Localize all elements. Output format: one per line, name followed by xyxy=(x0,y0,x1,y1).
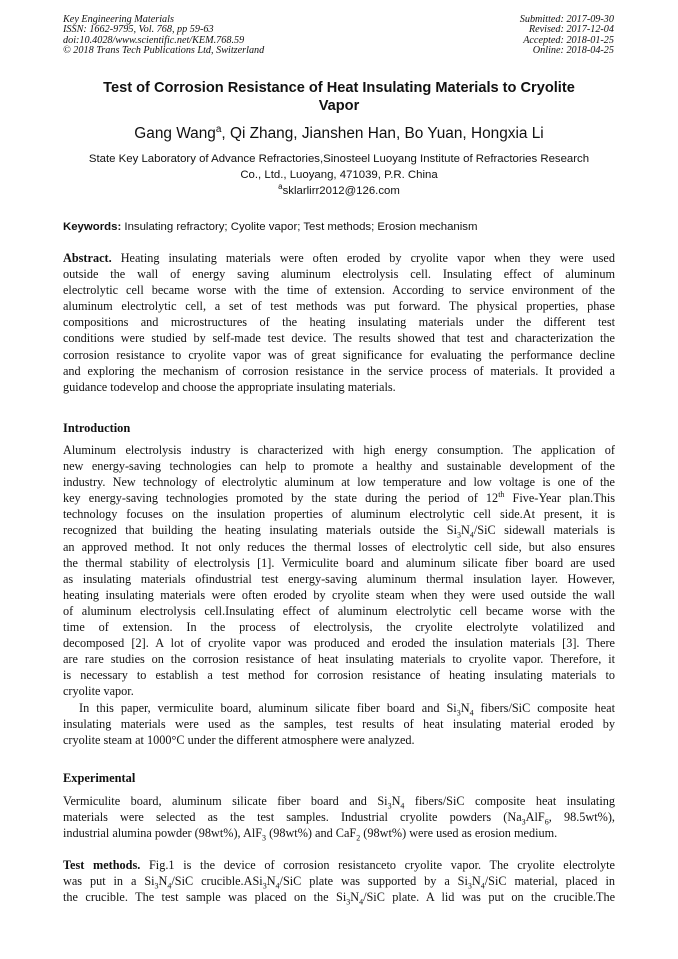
subscript: 4 xyxy=(400,801,405,811)
tm-text: /SiC plate. A lid was put on the crucible.The xyxy=(363,890,616,905)
subscript: 4 xyxy=(275,881,280,891)
introduction-heading: Introduction xyxy=(63,421,131,435)
subscript: 3 xyxy=(457,530,462,540)
intro-line: of aluminum electrolysis cell.Insulating effect of aluminum electrolytic cell became worse with the xyxy=(63,603,615,618)
journal-info xyxy=(63,15,264,57)
intro-line: Aluminum electrolysis industry is characterized with high energy consumption. The application of xyxy=(63,443,615,457)
keywords-label: Keywords: xyxy=(63,221,122,233)
affiliation-line-1: State Key Laboratory of Advance Refractories,Sinosteel Luoyang Institute of Refractories Research xyxy=(88,153,590,165)
subscript: 3 xyxy=(262,833,267,843)
abstract-line: and exploring the mechanism of corrosion resistance in the service process of materials. It provided a xyxy=(63,363,615,378)
email-sup: a xyxy=(278,182,283,192)
revised-date: Revised: 2017-12-04 xyxy=(528,24,614,36)
experimental-line xyxy=(63,825,615,841)
intro-text: key energy-saving technologies promoted by the state during the period of 12 xyxy=(63,491,499,506)
tm-text: Fig.1 is the device of corrosion resistanceto cryolite vapor. The cryolite electrolyte xyxy=(140,858,615,872)
subscript: 3 xyxy=(346,897,351,907)
experimental-body xyxy=(63,793,615,841)
intro-text: fibers/SiC composite heat xyxy=(473,700,615,715)
exp-text: (98wt%) were used as erosion medium. xyxy=(360,826,558,841)
keywords xyxy=(63,220,623,234)
intro-line: cryolite steam at 1000°C under the different atmosphere were analyzed. xyxy=(63,732,415,747)
subscript: 6 xyxy=(544,817,549,827)
exp-text: (98wt%) and CaF xyxy=(266,826,357,841)
abstract-text: Heating insulating materials were often eroded by cryolite vapor when they were used xyxy=(111,251,615,265)
title-line-2: Vapor xyxy=(318,98,360,114)
intro-line: cryolite vapor. xyxy=(63,684,134,699)
abstract-line: corrosion resistance to cryolite vapor was of great significance for evaluating the performance decline xyxy=(63,347,615,362)
keywords-text: Insulating refractory; Cyolite vapor; Test methods; Erosion mechanism xyxy=(121,221,478,233)
intro-text: Five-Year plan.This xyxy=(504,491,615,506)
intro-text: recognized that building the heating insulating materials outside the Si xyxy=(63,523,458,538)
subscript: 3 xyxy=(521,817,526,827)
intro-line: time of extension. In the process of electrolysis, the cryolite electrolyte volatilized and xyxy=(63,620,615,635)
test-methods-line xyxy=(63,873,615,889)
doi: doi:10.4028/www.scientific.net/KEM.768.59 xyxy=(63,34,245,46)
tm-text: N xyxy=(158,874,168,889)
test-methods-body xyxy=(63,857,615,905)
subscript: 4 xyxy=(359,897,364,907)
intro-text: N xyxy=(461,523,470,538)
abstract-label: Abstract. xyxy=(63,251,112,265)
copyright: © 2018 Trans Tech Publications Ltd, Switzerland xyxy=(63,45,265,57)
dates-info xyxy=(520,15,614,57)
tm-text: /SiC material, placed in xyxy=(484,874,615,889)
issn: ISSN: 1662-9795, Vol. 768, pp 59-63 xyxy=(63,24,214,36)
intro-line: an approved method. It not only reduces the thermal losses of electrolytic cell side, but also ensures xyxy=(63,539,615,554)
intro-text: In this paper, vermiculite board, aluminum silicate fiber board and Si xyxy=(79,700,457,715)
superscript: th xyxy=(498,490,505,500)
subscript: 4 xyxy=(480,881,485,891)
exp-text: industrial alumina powder (98wt%), AlF xyxy=(63,826,263,841)
subscript: 4 xyxy=(469,530,474,540)
journal-name: Key Engineering Materials xyxy=(63,14,174,25)
tm-text: N xyxy=(471,874,481,889)
affiliation-line-2: Co., Ltd., Luoyang, 471039, P.R. China xyxy=(240,169,438,181)
tm-text: /SiC crucible.ASi xyxy=(171,874,263,889)
intro-line xyxy=(63,700,615,716)
exp-text: fibers/SiC composite heat insulating xyxy=(404,794,615,808)
test-methods-line xyxy=(63,889,615,905)
exp-text: materials were selected as the test samples. Industrial cryolite powders (Na xyxy=(63,810,522,825)
experimental-line xyxy=(63,793,615,809)
intro-text: N xyxy=(460,700,470,715)
title-line-1: Test of Corrosion Resistance of Heat Insulating Materials to Cryolite xyxy=(103,80,575,96)
intro-line xyxy=(63,522,615,538)
intro-line: is necessary to establish a test method for corrosion resistance of heating insulating materials to xyxy=(63,668,615,683)
intro-line: heating insulating materials were often eroded by cryolite steam when they were used outside the wall xyxy=(63,587,615,602)
test-methods-label: Test methods. xyxy=(63,858,141,872)
author-email xyxy=(63,184,615,198)
tm-text: was put in a Si xyxy=(63,874,155,889)
intro-line: insulating materials were used as the samples, test results of heat insulating material eroded by xyxy=(63,716,615,731)
subscript: 3 xyxy=(456,707,461,717)
intro-line: decomposed [2]. A lot of cryolite vapor was produced and eroded the insulation materials [3]. There xyxy=(63,636,615,651)
abstract-line: aluminum electrolytic cell, a set of test methods was put forward. The physical properties, phase xyxy=(63,299,615,314)
intro-line: new energy-saving technologies can help to promote a healthy and sustainable development of the xyxy=(63,459,615,474)
subscript: 3 xyxy=(387,801,392,811)
exp-text: Vermiculite board, aluminum silicate fiber board and Si xyxy=(63,794,388,808)
intro-line: are rare studies on the corrosion resistance of heat insulating materials to cryolite vapor. Therefore, it xyxy=(63,652,615,667)
intro-text: /SiC sidewall materials is xyxy=(473,523,615,538)
abstract-line: compositions and microstructures of the heating insulating materials under the different test xyxy=(63,315,615,330)
tm-text: the crucible. The test sample was placed on the Si xyxy=(63,890,347,905)
subscript: 2 xyxy=(356,833,361,843)
author-sup: a xyxy=(215,123,222,135)
experimental-heading: Experimental xyxy=(63,771,136,785)
email-address[interactable]: sklarlirr2012@126.com xyxy=(282,185,400,197)
first-author: Gang Wang xyxy=(134,125,216,142)
abstract-line: electrolytic cell became worse with the time of extension. According to service environment of the xyxy=(63,283,615,298)
intro-line: the thermal stability of electrolysis [1]. Vermiculite board and aluminum silicate fiber board are used xyxy=(63,555,615,570)
author-list xyxy=(63,124,615,144)
paper-title xyxy=(70,79,608,115)
tm-text: N xyxy=(350,890,360,905)
abstract-line: guidance todevelop and choose the appropriate insulating materials. xyxy=(63,379,396,394)
exp-text: AlF xyxy=(525,810,545,825)
tm-text: /SiC plate was supported by a Si xyxy=(279,874,468,889)
subscript: 3 xyxy=(467,881,472,891)
exp-text: , 98.5wt%), xyxy=(548,810,615,825)
test-methods-line xyxy=(63,857,615,873)
subscript: 4 xyxy=(167,881,172,891)
abstract-line: conditions were studied by self-made test device. The results showed that test and characterization the xyxy=(63,331,615,346)
other-authors: , Qi Zhang, Jianshen Han, Bo Yuan, Hongxia Li xyxy=(221,125,544,142)
affiliation xyxy=(60,151,618,183)
tm-text: N xyxy=(266,874,276,889)
subscript: 3 xyxy=(154,881,159,891)
abstract xyxy=(63,250,615,395)
intro-line: industry. New technology of electrolytic aluminum at low temperature and low voltage is one of the xyxy=(63,475,615,490)
abstract-line: outside the wall of energy saving aluminum electrolysis cell. Insulating effect of aluminum xyxy=(63,267,615,282)
intro-line: technology focuses on the insulation properties of aluminum electrolytic cell side.At present, it is xyxy=(63,507,615,522)
submitted-date: Submitted: 2017-09-30 xyxy=(519,14,614,25)
exp-text: N xyxy=(391,794,401,808)
intro-line xyxy=(63,490,615,506)
online-date: Online: 2018-04-25 xyxy=(532,45,614,57)
subscript: 3 xyxy=(262,881,267,891)
abstract-line xyxy=(63,250,615,266)
experimental-line xyxy=(63,809,615,825)
introduction-body xyxy=(63,442,615,748)
subscript: 4 xyxy=(469,707,474,717)
intro-line: as insulating materials ofindustrial test energy-saving aluminum thermal insulation layer. However, xyxy=(63,571,615,586)
accepted-date: Accepted: 2018-01-25 xyxy=(523,34,614,46)
